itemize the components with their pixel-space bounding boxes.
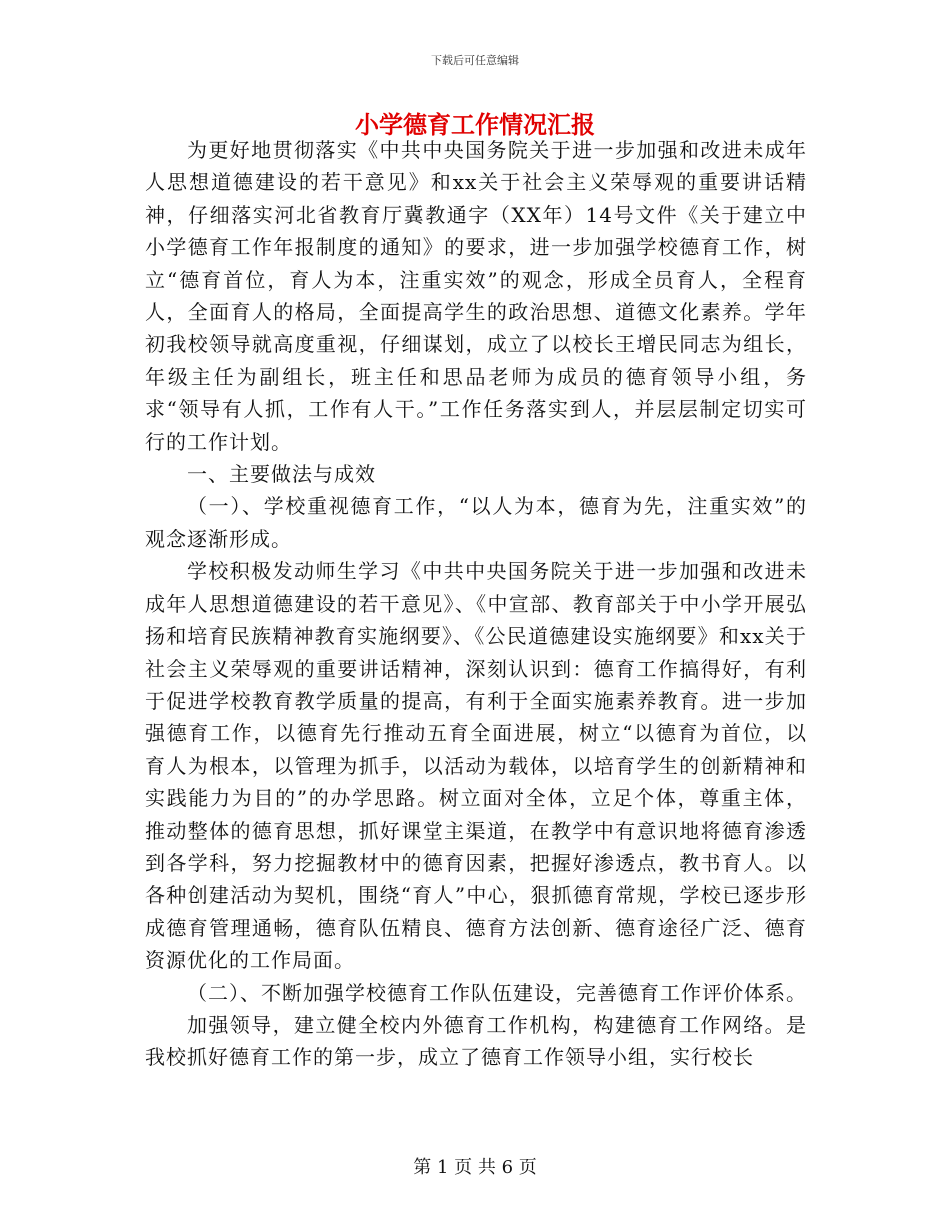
document-body — [145, 134, 807, 1074]
subsection-heading-1: （一）、学校重视德育工作，“以人为本，德育为先，注重实效”的观念逐渐形成。 — [145, 494, 807, 551]
paragraph-leadership: 加强领导，建立健全校内外德育工作机构，构建德育工作网络。是我校抓好德育工作的第一步，成立了德育工作领导小组，实行校长 — [145, 1012, 807, 1070]
section-heading-main-practices: 一、主要做法与成效 — [187, 462, 376, 487]
header-note: 下载后可任意编辑 — [431, 54, 519, 67]
document-title: 小学德育工作情况汇报 — [355, 111, 595, 139]
paragraph-study: 学校积极发动师生学习《中共中央国务院关于进一步加强和改进未成年人思想道德建设的若干意见》、《中宣部、教育部关于中小学开展弘扬和培育民族精神教育实施纲要》、《公民道德建设实施纲要》和xx关于社会主义荣辱观的重要讲话精神，深刻认识到：德育工作搞得好，有利于促进学校教育教学质量的提高，有利于全面实施素养教育。进一步加强德育工作，以德育先行推动五育全面进展，树立“以德育为首位，以育人为根本，以管理为抓手，以活动为载体，以培育学生的创新精神和实践能力为目的”的办学思路。树立面对全体，立足个体，尊重主体，推动整体的德育思想，抓好课堂主渠道，在教学中有意识地将德育渗透到各学科，努力挖掘教材中的德育因素，把握好渗透点，教书育人。以各种创建活动为契机，围绕“育人”中心，狠抓德育常规，学校已逐步形成德育管理通畅，德育队伍精良、德育方法创新、德育途径广泛、德育资源优化的工作局面。 — [145, 559, 807, 973]
subsection-heading-2: （二）、不断加强学校德育工作队伍建设，完善德育工作评价体系。 — [187, 980, 807, 1005]
page-footer: 第 1 页 共 6 页 — [413, 1157, 537, 1178]
paragraph-intro: 为更好地贯彻落实《中共中央国务院关于进一步加强和改进未成年人思想道德建设的若干意见》和xx关于社会主义荣辱观的重要讲话精神，仔细落实河北省教育厅冀教通字（XX年）14号文件《关于建立中小学德育工作年报制度的通知》的要求，进一步加强学校德育工作，树立“德育首位，育人为本，注重实效”的观念，形成全员育人，全程育人，全面育人的格局，全面提高学生的政治思想、道德文化素养。学年初我校领导就高度重视，仔细谋划，成立了以校长王增民同志为组长，年级主任为副组长，班主任和思品老师为成员的德育领导小组，务求“领导有人抓，工作有人干。”工作任务落实到人，并层层制定切实可行的工作计划。 — [145, 138, 807, 454]
